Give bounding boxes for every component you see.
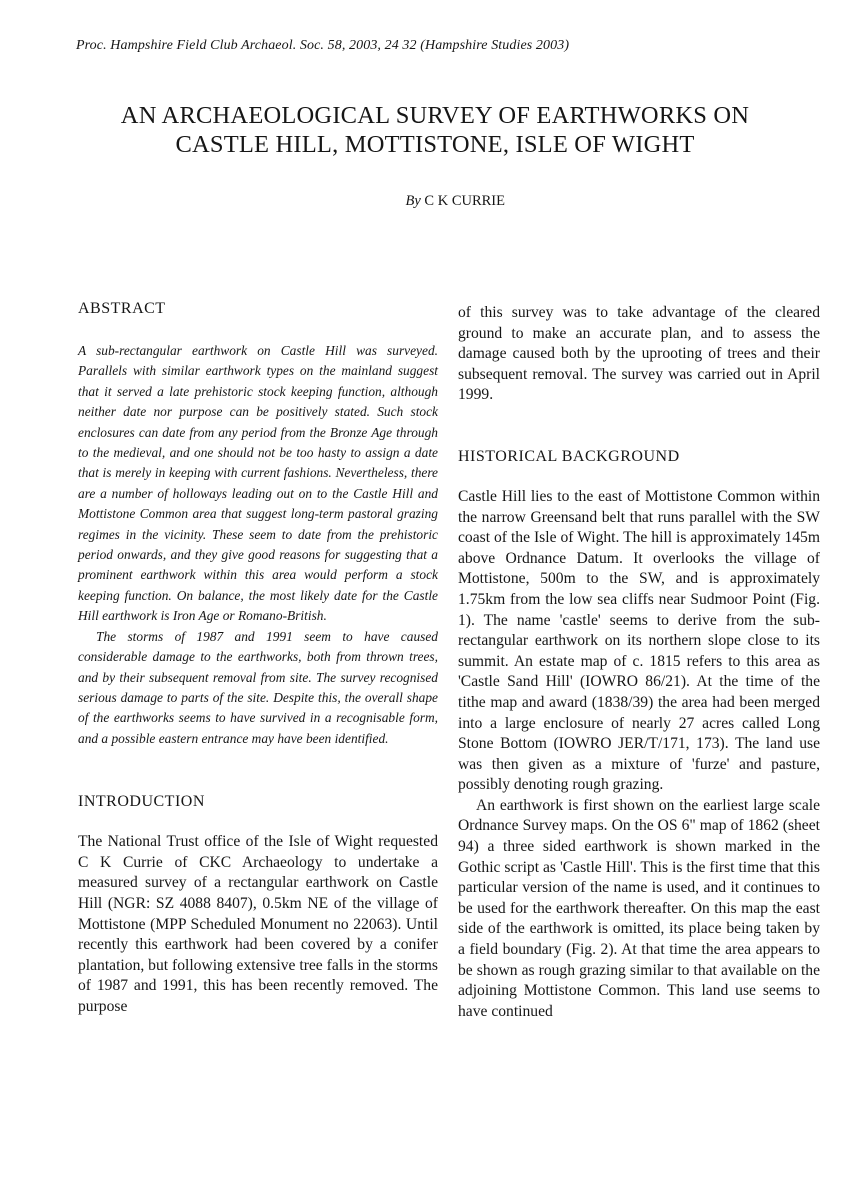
historical-paragraph-2: An earthwork is first shown on the earliest large scale Ordnance Survey maps. On the OS 6" map of 1862 (sheet 94) a three sided earthwork is shown marked in the Gothic script as 'Castle Hill'. This is the first time that this particular version of the name is used, and it continues to be used for the earthwork thereafter. On this map the east side of the earthwork is omitted, its place being taken by a field boundary (Fig. 2). At that time the area appears to be shown as rough grazing similar to that available on the adjoining Mottistone Common. This land use seems to have continued <box>458 796 820 1020</box>
abstract-heading: ABSTRACT <box>78 300 166 317</box>
author-by: By <box>405 193 421 209</box>
introduction-section <box>78 832 438 1017</box>
introduction-heading: INTRODUCTION <box>78 793 205 811</box>
abstract-paragraph-2: The storms of 1987 and 1991 seem to have caused considerable damage to the earthworks, both from thrown trees, and by their subsequent removal from site. The survey recognised serious damage to parts of the site. Despite this, the overall shape of the earthworks seems to have survived in a recognisable form, and a possible eastern entrance may have been identified. <box>78 628 438 746</box>
introduction-paragraph-1-continued: of this survey was to take advantage of the cleared ground to make an accurate plan, and to assess the damage caused both by the uprooting of trees and their subsequent removal. The survey was carried out in April 1999. <box>458 304 820 404</box>
introduction-paragraph-1: The National Trust office of the Isle of Wight requested C K Currie of CKC Archaeology to undertake a measured survey of a rectangular earthwork on Castle Hill (NGR: SZ 4088 8407), 0.5km NE of the village of Mottistone (MPP Scheduled Monument no 22063). Until recently this earthwork had been covered by a conifer plantation, but following extensive tree falls in the storms of 1987 and 1991, this has been recently removed. The purpose <box>78 833 438 1015</box>
author-line <box>406 193 506 210</box>
introduction-continued <box>458 303 820 406</box>
historical-background-heading: HISTORICAL BACKGROUND <box>458 447 680 465</box>
left-column <box>78 298 438 1017</box>
author-name: C K CURRIE <box>424 193 505 209</box>
running-header: Proc. Hampshire Field Club Archaeol. Soc. 58, 2003, 24 32 (Hampshire Studies 2003) <box>76 38 570 53</box>
abstract-section <box>78 341 438 749</box>
title-line-2: CASTLE HILL, MOTTISTONE, ISLE OF WIGHT <box>175 131 695 158</box>
historical-background-section <box>458 487 820 1022</box>
title-line-1: AN ARCHAEOLOGICAL SURVEY OF EARTHWORKS ON <box>120 102 750 129</box>
right-column <box>458 303 820 1022</box>
abstract-paragraph-1: A sub-rectangular earthwork on Castle Hill was surveyed. Parallels with similar earthwork types on the mainland suggest that it served a late prehistoric stock keeping function, although neither date nor purpose can be positively stated. Such stock enclosures can date from any period from the Bronze Age through to the medieval, and one should not be too hasty to assign a date that is merely in keeping with current fashions. Nevertheless, there are a number of holloways leading out on to the Castle Hill and Mottistone Common area that suggest long-term pastoral grazing regimes in the vicinity. These seem to date from the prehistoric period onwards, and they give good reasons for suggesting that a prominent earthwork within this area would perform a stock keeping function. On balance, the most likely date for the Castle Hill earthwork is Iron Age or Romano-British. <box>78 343 438 624</box>
article-title <box>60 101 810 159</box>
historical-paragraph-1: Castle Hill lies to the east of Mottistone Common within the narrow Greensand belt that runs parallel with the SW coast of the Isle of Wight. The hill is approximately 145m above Ordnance Datum. It overlooks the village of Mottistone, 500m to the SW, and is approximately 1.75km from the low sea cliffs near Sudmoor Point (Fig. 1). The name 'castle' seems to derive from the sub-rectangular earthwork on its northern slope close to its summit. An estate map of c. 1815 refers to this area as 'Castle Sand Hill' (IOWRO 86/21). At the time of the tithe map and award (1838/39) the area had been merged into a large enclosure of nearly 27 acres called Long Stone Bottom (IOWRO JER/T/171, 173). The land use was then given as a mixture of 'furze' and pasture, possibly denoting rough grazing. <box>458 487 820 794</box>
